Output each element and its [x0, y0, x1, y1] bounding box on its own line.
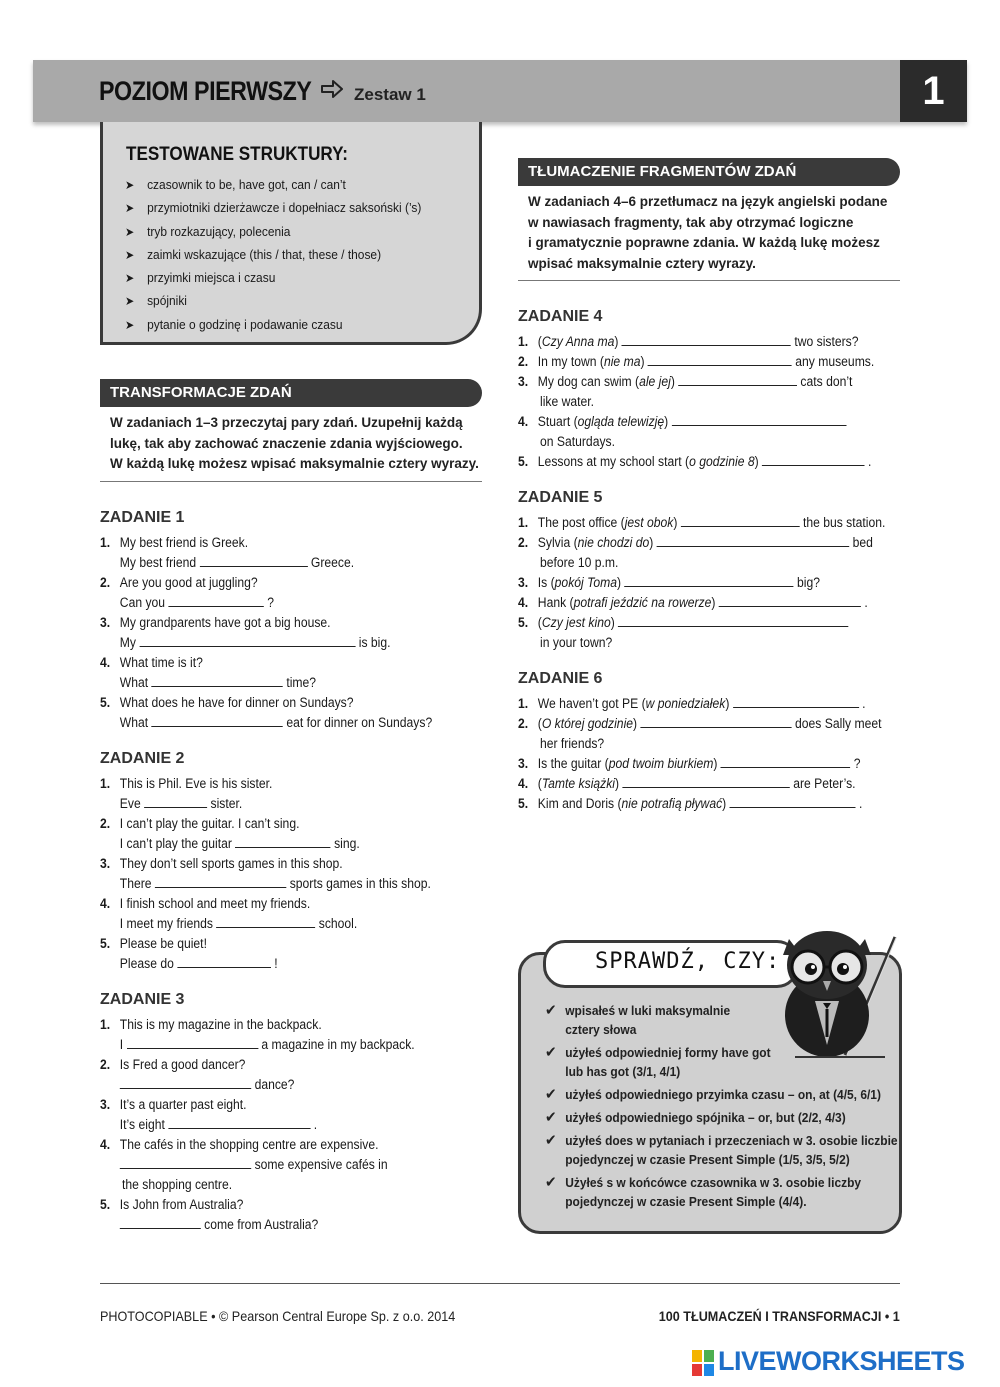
sentence-start: Lessons at my school start (: [537, 454, 690, 469]
target-sentence: [120, 553, 354, 573]
exercise-sentence: [538, 593, 868, 613]
task-2-items: [100, 774, 490, 984]
answer-gap[interactable]: [235, 834, 330, 848]
item-number: 3.: [518, 374, 529, 389]
sentence-end: sports games in this shop.: [286, 876, 431, 891]
structure-item: [125, 270, 421, 293]
item-number: 1.: [100, 1017, 111, 1032]
item-number: 1.: [518, 334, 529, 349]
checkmark-icon: ✔: [545, 1086, 557, 1103]
hint-close: ): [673, 515, 681, 530]
translate-instructions: [528, 192, 900, 274]
sentence-start: We haven’t got PE (: [537, 696, 646, 711]
structure-text: spójniki: [147, 293, 187, 309]
page-number-badge: 1: [900, 60, 967, 122]
sentence-start: My: [119, 635, 140, 650]
target-sentence: [120, 914, 357, 934]
hint-close: ): [670, 374, 679, 389]
sentence-end: .: [858, 696, 866, 711]
sentence-end: ?: [263, 595, 274, 610]
answer-gap[interactable]: [177, 954, 271, 968]
set-title: Zestaw 1: [354, 85, 426, 104]
item-number: 2.: [518, 535, 529, 550]
structure-text: tryb rozkazujący, polecenia: [147, 223, 291, 239]
checkmark-icon: ✔: [545, 1174, 557, 1191]
polish-hint: potrafi jeździć na rowerze: [573, 595, 712, 610]
structure-text: przymiotniki dzierżawcze i dopełniacz saksoński (’s): [147, 200, 422, 216]
exercise-sentence: [538, 754, 861, 774]
item-number: 5.: [100, 936, 111, 951]
sentence-start: Stuart (: [537, 414, 578, 429]
hint-close: ): [725, 696, 733, 711]
polish-hint: Czy Anna ma: [541, 334, 615, 349]
item-number: 4.: [100, 1137, 111, 1152]
source-sentence: The cafés in the shopping centre are expensive.: [119, 1137, 379, 1152]
instruction-line: wpisać maksymalnie cztery wyrazy.: [528, 255, 756, 271]
target-sentence: [120, 954, 278, 974]
item-number: 4.: [518, 595, 529, 610]
sentence-continuation: her friends?: [540, 736, 605, 751]
item-number: 2.: [100, 575, 111, 590]
sentence-end: .: [864, 454, 872, 469]
check-item: [545, 1173, 862, 1211]
source-sentence: Are you good at juggling?: [119, 575, 258, 590]
sentence-end: some expensive cafés in: [251, 1157, 388, 1172]
answer-gap[interactable]: [640, 714, 791, 728]
footer-divider: [100, 1283, 900, 1284]
polish-hint: jest obok: [624, 515, 674, 530]
sentence-end: is big.: [355, 635, 391, 650]
hint-close: ): [711, 595, 719, 610]
liveworksheets-watermark[interactable]: LIVEWORKSHEETS: [718, 1346, 965, 1376]
answer-gap[interactable]: [657, 533, 850, 547]
level-title: POZIOM PIERWSZY: [99, 76, 312, 106]
source-sentence: I can’t play the guitar. I can’t sing.: [119, 816, 300, 831]
polish-hint: O której godzinie: [541, 716, 634, 731]
sentence-end: come from Australia?: [200, 1217, 319, 1232]
structures-heading: TESTOWANE STRUKTURY:: [126, 144, 348, 165]
page-header: [33, 60, 967, 122]
sentence-end: dance?: [251, 1077, 295, 1092]
structure-item: [125, 177, 421, 200]
sentence-start: Can you: [119, 595, 169, 610]
check-item-line: użyłeś odpowiedniej formy have got: [565, 1045, 771, 1060]
task-2-title: ZADANIE 2: [100, 750, 185, 767]
item-number: 3.: [100, 856, 111, 871]
sentence-start: Is (: [537, 575, 555, 590]
answer-gap[interactable]: [168, 1115, 310, 1129]
arrowhead-icon: ➤: [125, 224, 135, 239]
check-item-line: użyłeś odpowiedniego przyimka czasu – on, at (4/5, 6/1): [565, 1087, 881, 1102]
check-item-line: pojedynczej w czasie Present Simple (1/5, 3/5, 5/2): [565, 1152, 850, 1167]
source-sentence: What does he have for dinner on Sundays?: [119, 695, 354, 710]
polish-hint: ogląda telewizję: [577, 414, 665, 429]
liveworksheets-logo-icon: [692, 1350, 714, 1376]
target-sentence: [120, 794, 242, 814]
answer-gap[interactable]: [139, 633, 355, 647]
instruction-line: W zadaniach 4–6 przetłumacz na język angielski podane: [528, 194, 888, 209]
structures-list: [125, 177, 447, 340]
sentence-end: ?: [850, 756, 861, 771]
task-6-title: ZADANIE 6: [518, 670, 603, 687]
sentence-start: My best friend: [119, 555, 200, 570]
sentence-start: Sylvia (: [537, 535, 578, 550]
task-5-items: [518, 513, 908, 663]
sentence-end: sing.: [330, 836, 360, 851]
source-sentence: Is John from Australia?: [119, 1197, 244, 1212]
checkmark-icon: ✔: [545, 1109, 557, 1126]
source-sentence: What time is it?: [119, 655, 203, 670]
check-item-line: pojedynczej w czasie Present Simple (4/4).: [565, 1194, 807, 1209]
item-number: 4.: [518, 776, 529, 791]
exercise-sentence: [538, 352, 874, 372]
sentence-end: Greece.: [307, 555, 355, 570]
structure-text: przyimki miejsca i czasu: [147, 270, 276, 286]
polish-hint: w poniedziałek: [645, 696, 726, 711]
item-number: 1.: [518, 515, 529, 530]
divider: [518, 280, 900, 281]
sentence-end: two sisters?: [790, 334, 859, 349]
sentence-end: .: [855, 796, 863, 811]
exercise-sentence: [538, 714, 882, 734]
answer-gap[interactable]: [120, 1215, 201, 1229]
check-item-line: użyłeś odpowiedniego spójnika – or, but (2/2, 4/3): [565, 1110, 846, 1125]
item-number: 2.: [100, 816, 111, 831]
sentence-end: .: [860, 595, 868, 610]
sentence-end: .: [310, 1117, 318, 1132]
exercise-sentence: [538, 573, 820, 593]
exercise-sentence: [538, 372, 853, 392]
answer-gap[interactable]: [733, 694, 859, 708]
instruction-line: w nawiasach fragmenty, tak aby otrzymać logiczne: [528, 214, 854, 230]
task-4-title: ZADANIE 4: [518, 308, 603, 325]
item-number: 5.: [100, 1197, 111, 1212]
answer-gap[interactable]: [681, 513, 800, 527]
hint-close: ): [649, 535, 657, 550]
check-item: [545, 1085, 881, 1104]
answer-gap[interactable]: [120, 1155, 251, 1169]
item-number: 5.: [518, 796, 529, 811]
transform-instructions: [110, 413, 480, 475]
item-number: 4.: [100, 655, 111, 670]
answer-gap[interactable]: [199, 553, 307, 567]
arrowhead-icon: ➤: [125, 178, 135, 192]
structure-item: [125, 293, 421, 316]
target-sentence: [120, 1155, 388, 1175]
task-1-title: ZADANIE 1: [100, 509, 185, 526]
source-sentence: It’s a quarter past eight.: [119, 1097, 247, 1112]
sentence-end: a magazine in my backpack.: [257, 1037, 415, 1052]
sentence-continuation: before 10 p.m.: [540, 555, 619, 570]
exercise-sentence: [538, 694, 866, 714]
answer-gap[interactable]: [622, 774, 789, 788]
item-number: 5.: [518, 454, 529, 469]
translate-section-bar: TŁUMACZENIE FRAGMENTÓW ZDAŃ: [518, 158, 900, 186]
item-number: 1.: [100, 776, 111, 791]
answer-gap[interactable]: [721, 754, 851, 768]
sentence-end: sister.: [207, 796, 243, 811]
polish-hint: pokój Toma: [554, 575, 618, 590]
sentence-start: I meet my friends: [119, 916, 217, 931]
target-sentence: [120, 713, 432, 733]
target-sentence: [120, 673, 316, 693]
item-number: 4.: [518, 414, 529, 429]
answer-gap[interactable]: [762, 452, 865, 466]
source-sentence: My grandparents have got a big house.: [119, 615, 331, 630]
sentence-end: cats don’t: [797, 374, 853, 389]
check-item-line: użyłeś does w pytaniach i przeczeniach w 3. osobie liczbie: [565, 1133, 898, 1148]
hint-close: ): [713, 756, 721, 771]
sentence-start: I: [119, 1037, 127, 1052]
footer-book-title: 100 TŁUMACZEŃ I TRANSFORMACJI • 1: [658, 1308, 900, 1324]
polish-hint: Tamte książki: [541, 776, 616, 791]
structure-item: [125, 317, 421, 340]
check-item-line: wpisałeś w luki maksymalnie: [565, 1003, 731, 1018]
item-number: 1.: [518, 696, 529, 711]
exercise-sentence: [538, 794, 863, 814]
checkmark-icon: ✔: [545, 1132, 557, 1149]
sentence-start: There: [119, 876, 155, 891]
sentence-start: Eve: [119, 796, 145, 811]
item-number: 3.: [518, 575, 529, 590]
task-6-items: [518, 694, 908, 824]
checkmark-icon: ✔: [545, 1044, 557, 1061]
sentence-end: are Peter’s.: [789, 776, 856, 791]
source-sentence: Is Fred a good dancer?: [119, 1057, 246, 1072]
answer-gap[interactable]: [120, 1075, 251, 1089]
sentence-start: Please do: [119, 956, 178, 971]
arrowhead-icon: ➤: [125, 294, 135, 309]
answer-gap[interactable]: [152, 673, 283, 687]
sentence-end: big?: [793, 575, 821, 590]
sentence-end: the bus station.: [799, 515, 886, 530]
answer-gap[interactable]: [144, 794, 207, 808]
item-number: 2.: [518, 354, 529, 369]
hint-close: ): [754, 454, 763, 469]
source-sentence: This is Phil. Eve is his sister.: [119, 776, 273, 791]
sentence-start: Kim and Doris (: [537, 796, 622, 811]
target-sentence: [120, 593, 274, 613]
answer-gap[interactable]: [127, 1035, 258, 1049]
task-3-title: ZADANIE 3: [100, 991, 185, 1008]
hint-close: ): [722, 796, 730, 811]
sentence-start: (: [537, 776, 542, 791]
answer-gap[interactable]: [618, 613, 848, 627]
hint-close: ): [633, 716, 641, 731]
exercise-sentence: [538, 332, 859, 352]
sentence-end: any museums.: [791, 354, 875, 369]
hint-close: ): [610, 615, 619, 630]
sentence-start: What: [119, 715, 152, 730]
answer-gap[interactable]: [719, 593, 861, 607]
task-3-items: [100, 1015, 490, 1245]
task-4-items: [518, 332, 908, 482]
sentence-end: does Sally meet: [791, 716, 882, 731]
check-item: [545, 1108, 858, 1127]
polish-hint: nie potrafią pływać: [621, 796, 723, 811]
answer-gap[interactable]: [678, 372, 797, 386]
arrowhead-icon: ➤: [125, 317, 135, 332]
check-item-line: cztery słowa: [565, 1022, 637, 1037]
exercise-sentence: [538, 774, 856, 794]
answer-gap[interactable]: [168, 593, 263, 607]
transform-section-bar: TRANSFORMACJE ZDAŃ: [100, 379, 482, 407]
hint-close: ): [614, 334, 622, 349]
polish-hint: Czy jest kino: [541, 615, 611, 630]
instruction-line: i gramatycznie poprawne zdania. W każdą lukę możesz: [528, 235, 880, 250]
exercise-sentence: [538, 513, 886, 533]
check-item: [545, 1131, 898, 1169]
exercise-sentence: [538, 452, 872, 472]
polish-hint: ale jej: [639, 374, 671, 389]
arrow-right-icon: [320, 80, 344, 98]
structure-text: zaimki wskazujące (this / that, these / those): [147, 246, 382, 262]
item-number: 5.: [100, 695, 111, 710]
sentence-end: eat for dinner on Sundays?: [282, 715, 433, 730]
answer-gap[interactable]: [155, 874, 286, 888]
owl-teacher-icon: [775, 925, 900, 1060]
target-sentence: [120, 1035, 415, 1055]
item-number: 3.: [100, 615, 111, 630]
checkmark-icon: ✔: [545, 1002, 557, 1019]
source-sentence: This is my magazine in the backpack.: [119, 1017, 322, 1032]
structure-text: pytanie o godzinę i podawanie czasu: [147, 316, 343, 332]
exercise-sentence: [538, 412, 846, 432]
check-title: SPRAWDŹ, CZY:: [595, 949, 781, 974]
source-sentence: Please be quiet!: [119, 936, 207, 951]
sentence-end: bed: [849, 535, 873, 550]
arrowhead-icon: ➤: [125, 247, 135, 262]
sentence-end: time?: [282, 675, 317, 690]
footer-copyright: PHOTOCOPIABLE • © Pearson Central Europe Sp. z o.o. 2014: [100, 1308, 456, 1324]
source-sentence: I finish school and meet my friends.: [119, 896, 311, 911]
hint-close: ): [617, 575, 625, 590]
check-item-line: Użyłeś s w końcówce czasownika w 3. osobie liczby: [565, 1175, 862, 1190]
target-sentence: [120, 874, 431, 894]
sentence-start: Is the guitar (: [537, 756, 609, 771]
sentence-start: What: [119, 675, 152, 690]
answer-gap[interactable]: [152, 713, 283, 727]
task-5-title: ZADANIE 5: [518, 489, 603, 506]
sentence-end: !: [270, 956, 278, 971]
structure-item: [125, 200, 421, 223]
polish-hint: o godzinie 8: [689, 454, 755, 469]
target-sentence: [120, 834, 360, 854]
answer-gap[interactable]: [648, 352, 792, 366]
hint-close: ): [664, 414, 672, 429]
tested-structures-box: [100, 122, 482, 345]
sentence-start: In my town (: [537, 354, 604, 369]
sentence-start: Hank (: [537, 595, 574, 610]
sentence-start: The post office (: [537, 515, 625, 530]
answer-gap[interactable]: [730, 794, 856, 808]
polish-hint: pod twoim biurkiem: [608, 756, 714, 771]
source-sentence: They don’t sell sports games in this shop.: [119, 856, 343, 871]
hint-close: ): [640, 354, 648, 369]
hint-close: ): [615, 776, 623, 791]
arrowhead-icon: ➤: [125, 271, 135, 286]
arrowhead-icon: ➤: [125, 201, 135, 216]
target-sentence: [120, 1115, 317, 1135]
sentence-start: I can’t play the guitar: [119, 836, 236, 851]
item-number: 2.: [100, 1057, 111, 1072]
answer-gap[interactable]: [622, 332, 791, 346]
answer-gap[interactable]: [672, 412, 847, 426]
instruction-line: lukę, tak aby zachować znaczenie zdania wyjściowego.: [110, 435, 463, 451]
exercise-sentence: [538, 613, 849, 633]
sentence-start: My dog can swim (: [537, 374, 640, 389]
structure-item: [125, 247, 421, 270]
polish-hint: nie chodzi do: [577, 535, 650, 550]
source-sentence: My best friend is Greek.: [119, 535, 249, 550]
sentence-continuation: like water.: [540, 394, 595, 409]
sentence-start: (: [537, 334, 542, 349]
sentence-start: It’s eight: [119, 1117, 169, 1132]
structure-item: [125, 224, 421, 247]
check-item: [545, 1043, 858, 1081]
sentence-continuation: the shopping centre.: [122, 1177, 233, 1192]
sentence-continuation: in your town?: [540, 635, 613, 650]
target-sentence: [120, 633, 391, 653]
check-item: [545, 1001, 858, 1039]
instruction-line: W zadaniach 1–3 przeczytaj pary zdań. Uzupełnij każdą: [110, 415, 463, 430]
exercise-sentence: [538, 533, 873, 553]
structure-text: czasownik to be, have got, can / can’t: [147, 177, 346, 192]
sentence-end: school.: [315, 916, 358, 931]
sentence-start: (: [537, 716, 542, 731]
instruction-line: W każdą lukę możesz wpisać maksymalnie cztery wyrazy.: [110, 456, 479, 471]
target-sentence: [120, 1075, 295, 1095]
divider: [100, 481, 482, 482]
check-item-line: lub has got (3/1, 4/1): [565, 1064, 681, 1079]
item-number: 5.: [518, 615, 529, 630]
item-number: 3.: [100, 1097, 111, 1112]
item-number: 3.: [518, 756, 529, 771]
answer-gap[interactable]: [624, 573, 793, 587]
task-1-items: [100, 533, 490, 743]
answer-gap[interactable]: [216, 914, 315, 928]
item-number: 4.: [100, 896, 111, 911]
item-number: 1.: [100, 535, 111, 550]
sentence-continuation: on Saturdays.: [540, 434, 615, 449]
polish-hint: nie ma: [603, 354, 641, 369]
sentence-start: (: [537, 615, 542, 630]
target-sentence: [120, 1215, 319, 1235]
item-number: 2.: [518, 716, 529, 731]
